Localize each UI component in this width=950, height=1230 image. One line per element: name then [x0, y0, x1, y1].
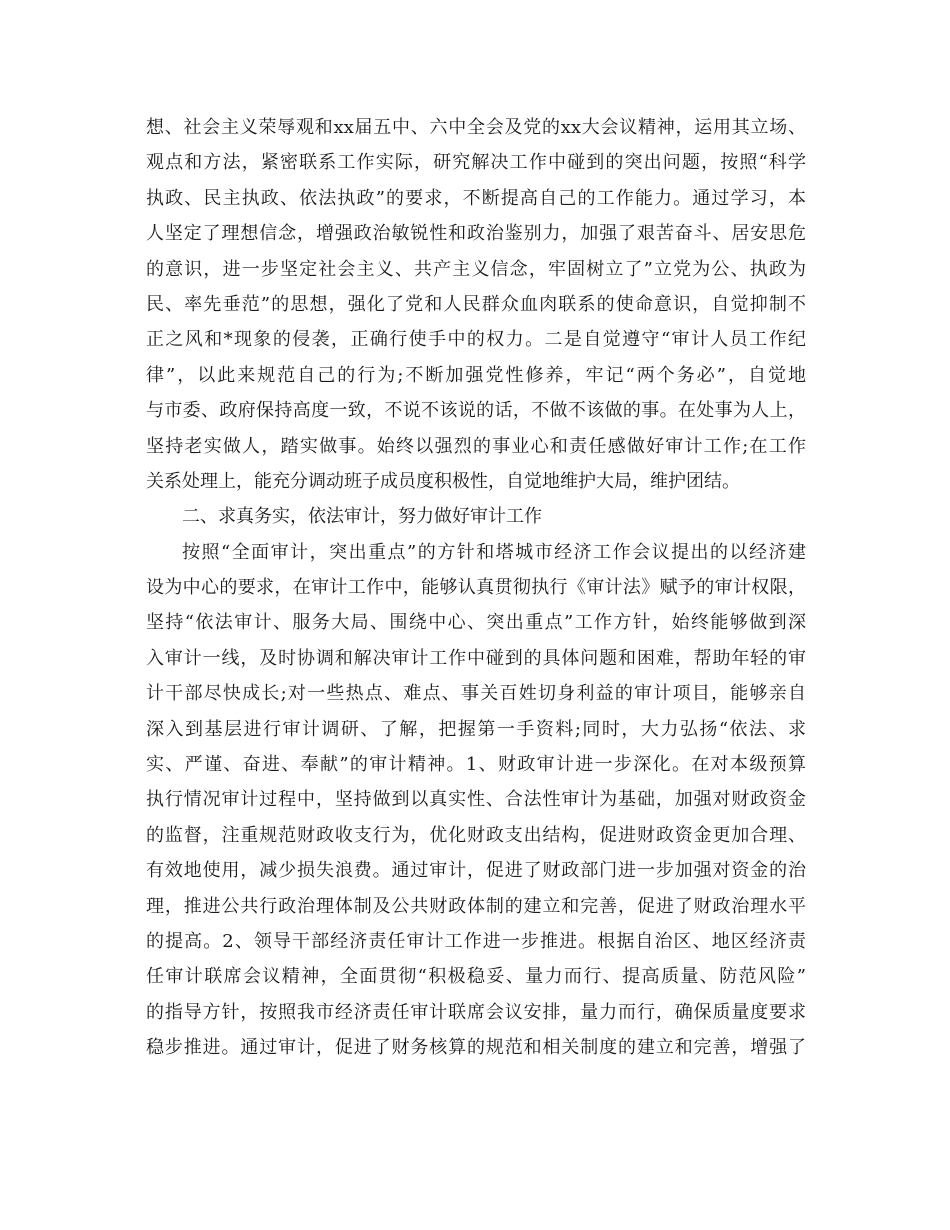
- paragraph-line: 想、社会主义荣辱观和xx届五中、六中全会及党的xx大会议精神，运用其立场、: [146, 117, 806, 138]
- paragraph-line: 执行情况审计过程中，坚持做到以真实性、合法性审计为基础，加强对财政资金: [146, 789, 806, 811]
- paragraph-line: 正之风和*现象的侵袭，正确行使手中的权力。二是自觉遵守“审计人员工作纪: [146, 329, 806, 351]
- paragraph-line: 稳步推进。通过审计，促进了财务核算的规范和相关制度的建立和完善，增强了: [146, 1037, 806, 1059]
- paragraph-line: 观点和方法，紧密联系工作实际，研究解决工作中碰到的突出问题，按照“科学: [146, 152, 806, 174]
- paragraph-line: 坚持老实做人，踏实做事。始终以强烈的事业心和责任感做好审计工作;在工作: [146, 435, 806, 457]
- paragraph-line: 关系处理上，能充分调动班子成员度积极性，自觉地维护大局，维护团结。: [146, 470, 740, 492]
- document-body-text: [146, 110, 806, 1066]
- paragraph-line: 执政、民主执政、依法执政”的要求，不断提高自己的工作能力。通过学习，本: [146, 187, 806, 209]
- paragraph-line: 的提高。2、领导干部经济责任审计工作进一步推进。根据自治区、地区经济责: [146, 930, 806, 952]
- paragraph-line: 深入到基层进行审计调研、了解，把握第一手资料;同时，大力弘扬“依法、求: [146, 718, 806, 740]
- paragraph-line: 有效地使用，减少损失浪费。通过审计，促进了财政部门进一步加强对资金的治: [146, 860, 806, 882]
- paragraph-line: 人坚定了理想信念，增强政治敏锐性和政治鉴别力，加强了艰苦奋斗、居安思危: [146, 223, 806, 245]
- paragraph-line: 计干部尽快成长;对一些热点、难点、事关百姓切身利益的审计项目，能够亲自: [146, 683, 806, 705]
- paragraph-line: 坚持“依法审计、服务大局、围绕中心、突出重点”工作方针，始终能够做到深: [146, 612, 806, 634]
- paragraph-line: 入审计一线，及时协调和解决审计工作中碰到的具体问题和困难，帮助年轻的审: [146, 647, 806, 669]
- paragraph-line: 与市委、政府保持高度一致，不说不该说的话，不做不该做的事。在处事为人上，: [146, 400, 806, 422]
- paragraph-line: 律”，以此来规范自己的行为;不断加强党性修养，牢记“两个务必”，自觉地: [146, 364, 806, 386]
- paragraph-line: 设为中心的要求，在审计工作中，能够认真贯彻执行《审计法》赋予的审计权限，: [146, 577, 806, 599]
- paragraph-line: 的意识，进一步坚定社会主义、共产主义信念，牢固树立了”立党为公、执政为: [146, 258, 806, 280]
- paragraph-line: 的监督，注重规范财政收支行为，优化财政支出结构，促进财政资金更加合理、: [146, 824, 806, 846]
- paragraph-line: 实、严谨、奋进、奉献”的审计精神。1、财政审计进一步深化。在对本级预算: [146, 754, 806, 776]
- paragraph-line: 理，推进公共行政治理体制及公共财政体制的建立和完善，促进了财政治理水平: [146, 895, 806, 917]
- paragraph-line: 民、率先垂范”的思想，强化了党和人民群众血肉联系的使命意识，自觉抑制不: [146, 293, 806, 315]
- section-heading: 二、求真务实，依法审计，努力做好审计工作: [182, 506, 542, 528]
- paragraph-line: 按照“全面审计，突出重点”的方针和塔城市经济工作会议提出的以经济建: [182, 541, 806, 563]
- paragraph-line: 的指导方针，按照我市经济责任审计联席会议安排，量力而行，确保质量度要求: [146, 1001, 806, 1023]
- paragraph-line: 任审计联席会议精神，全面贯彻“积极稳妥、量力而行、提高质量、防范风险”: [146, 966, 806, 988]
